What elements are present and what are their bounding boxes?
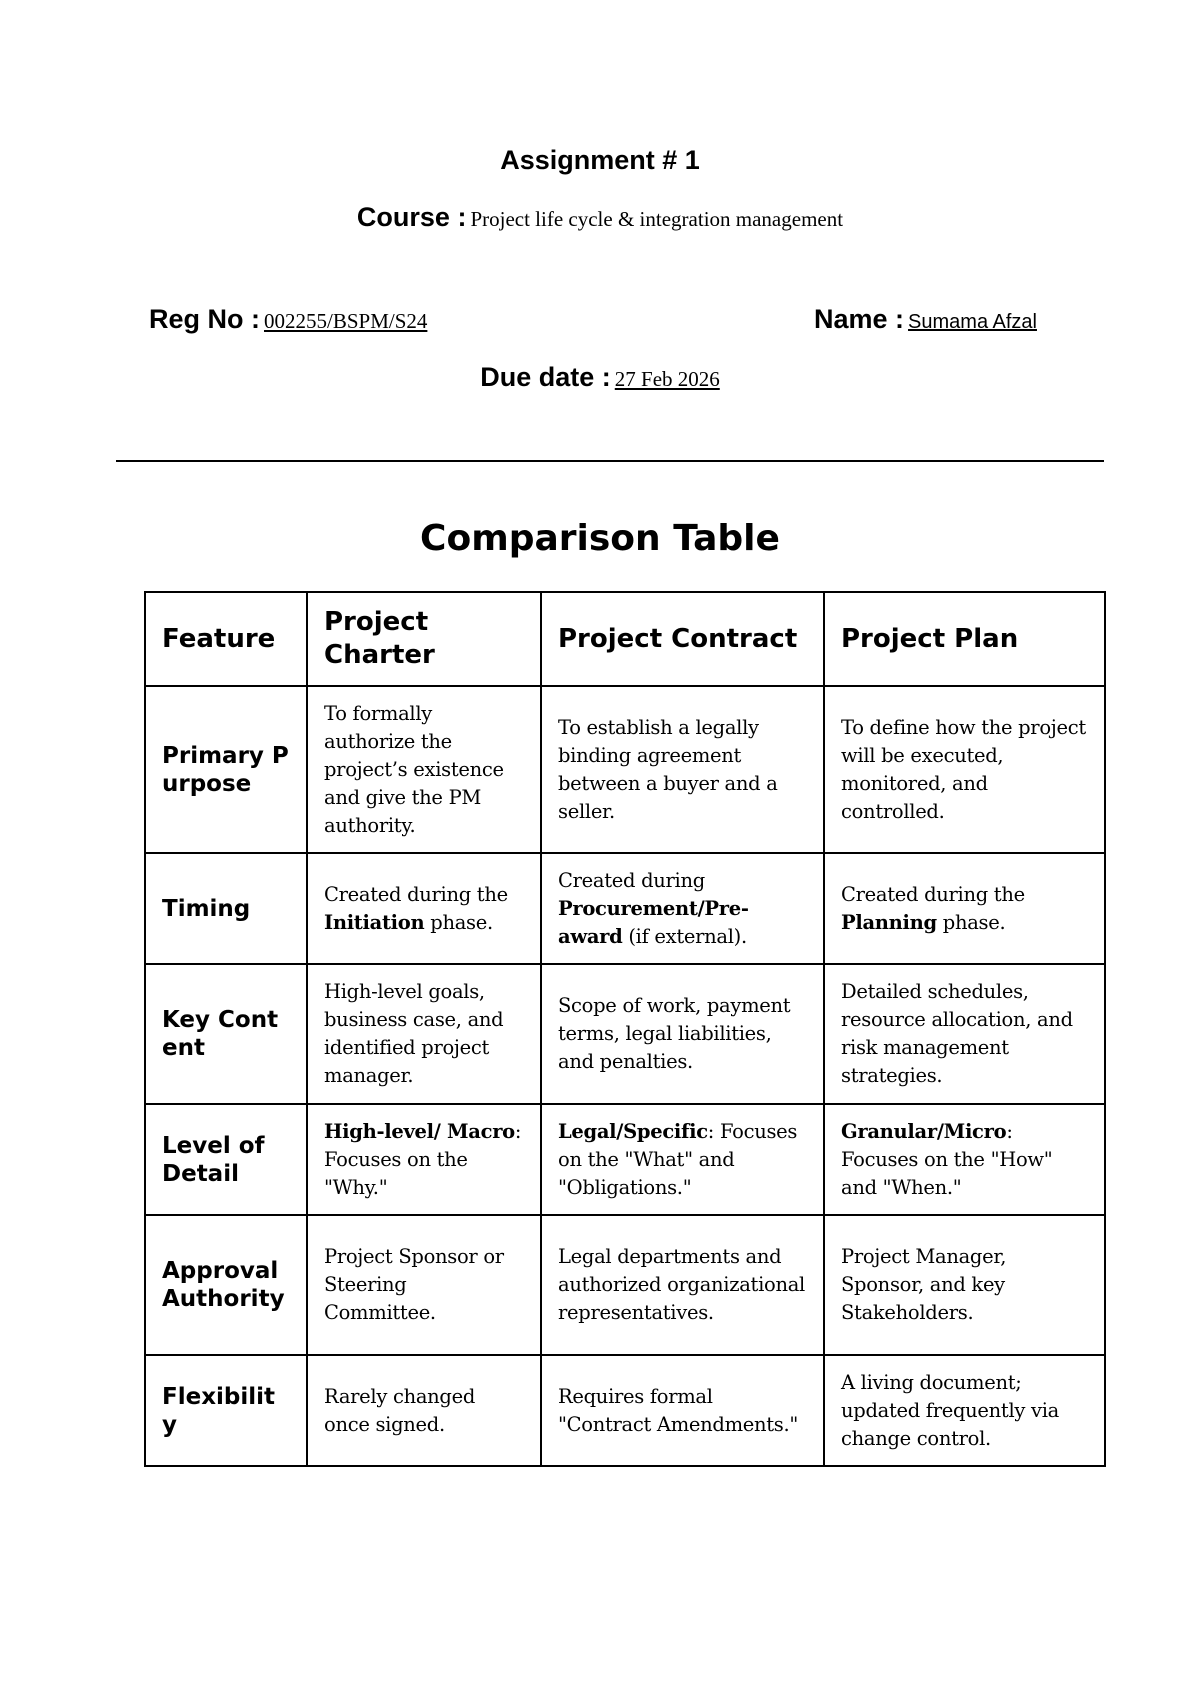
comparison-table bbox=[144, 591, 1106, 1467]
row-feature: Level of Detail bbox=[145, 1104, 307, 1215]
cell-charter: High-level/ Macro: Focuses on the "Why." bbox=[307, 1104, 541, 1215]
cell-contract: Requires formal "Contract Amendments." bbox=[541, 1355, 824, 1466]
cell-contract: Created during Procurement/Pre-award (if external). bbox=[541, 853, 824, 964]
horizontal-divider bbox=[116, 460, 1104, 462]
row-feature: Flexibility bbox=[145, 1355, 307, 1466]
row-feature: Primary Purpose bbox=[145, 686, 307, 853]
table-header-row bbox=[145, 592, 1105, 686]
course-label: Course : bbox=[356, 202, 467, 232]
comparison-table-title: Comparison Table bbox=[420, 518, 780, 559]
cell-charter: High-level goals, business case, and identified project manager. bbox=[307, 964, 541, 1104]
cell-contract: Scope of work, payment terms, legal liabilities, and penalties. bbox=[541, 964, 824, 1104]
cell-plan: Detailed schedules, resource allocation, and risk management strategies. bbox=[824, 964, 1105, 1104]
cell-charter: To formally authorize the project’s existence and give the PM authority. bbox=[307, 686, 541, 853]
row-feature: Key Content bbox=[145, 964, 307, 1104]
due-date-line bbox=[0, 362, 1200, 393]
cell-charter: Created during the Initiation phase. bbox=[307, 853, 541, 964]
table-row bbox=[145, 686, 1105, 853]
reg-no-label: Reg No : bbox=[149, 304, 260, 334]
name-label: Name : bbox=[814, 304, 905, 334]
row-feature: Approval Authority bbox=[145, 1215, 307, 1355]
assignment-title: Assignment # 1 bbox=[500, 145, 700, 175]
name-line bbox=[814, 304, 1037, 335]
cell-charter: Rarely changed once signed. bbox=[307, 1355, 541, 1466]
cell-contract: To establish a legally binding agreement between a buyer and a seller. bbox=[541, 686, 824, 853]
cell-plan: Project Manager, Sponsor, and key Stakeholders. bbox=[824, 1215, 1105, 1355]
row-feature: Timing bbox=[145, 853, 307, 964]
header-project-contract: Project Contract bbox=[541, 592, 824, 686]
header-project-plan: Project Plan bbox=[824, 592, 1105, 686]
cell-plan: A living document; updated frequently via change control. bbox=[824, 1355, 1105, 1466]
cell-contract: Legal/Specific: Focuses on the "What" and "Obligations." bbox=[541, 1104, 824, 1215]
header-feature: Feature bbox=[145, 592, 307, 686]
cell-contract: Legal departments and authorized organizational representatives. bbox=[541, 1215, 824, 1355]
cell-plan: Granular/Micro: Focuses on the "How" and "When." bbox=[824, 1104, 1105, 1215]
cell-plan: Created during the Planning phase. bbox=[824, 853, 1105, 964]
table-row bbox=[145, 964, 1105, 1104]
name-value: Sumama Afzal bbox=[908, 311, 1037, 333]
table-row bbox=[145, 1355, 1105, 1466]
cell-charter: Project Sponsor or Steering Committee. bbox=[307, 1215, 541, 1355]
course-line bbox=[0, 202, 1200, 233]
course-value: Project life cycle & integration management bbox=[470, 207, 844, 231]
due-date-value: 27 Feb 2026 bbox=[614, 367, 720, 391]
due-date-label: Due date : bbox=[480, 362, 611, 392]
table-row bbox=[145, 853, 1105, 964]
header-project-charter: Project Charter bbox=[307, 592, 541, 686]
reg-no-value: 002255/BSPM/S24 bbox=[264, 309, 428, 333]
reg-no-line bbox=[149, 304, 427, 335]
cell-plan: To define how the project will be executed, monitored, and controlled. bbox=[824, 686, 1105, 853]
table-row bbox=[145, 1104, 1105, 1215]
table-row bbox=[145, 1215, 1105, 1355]
